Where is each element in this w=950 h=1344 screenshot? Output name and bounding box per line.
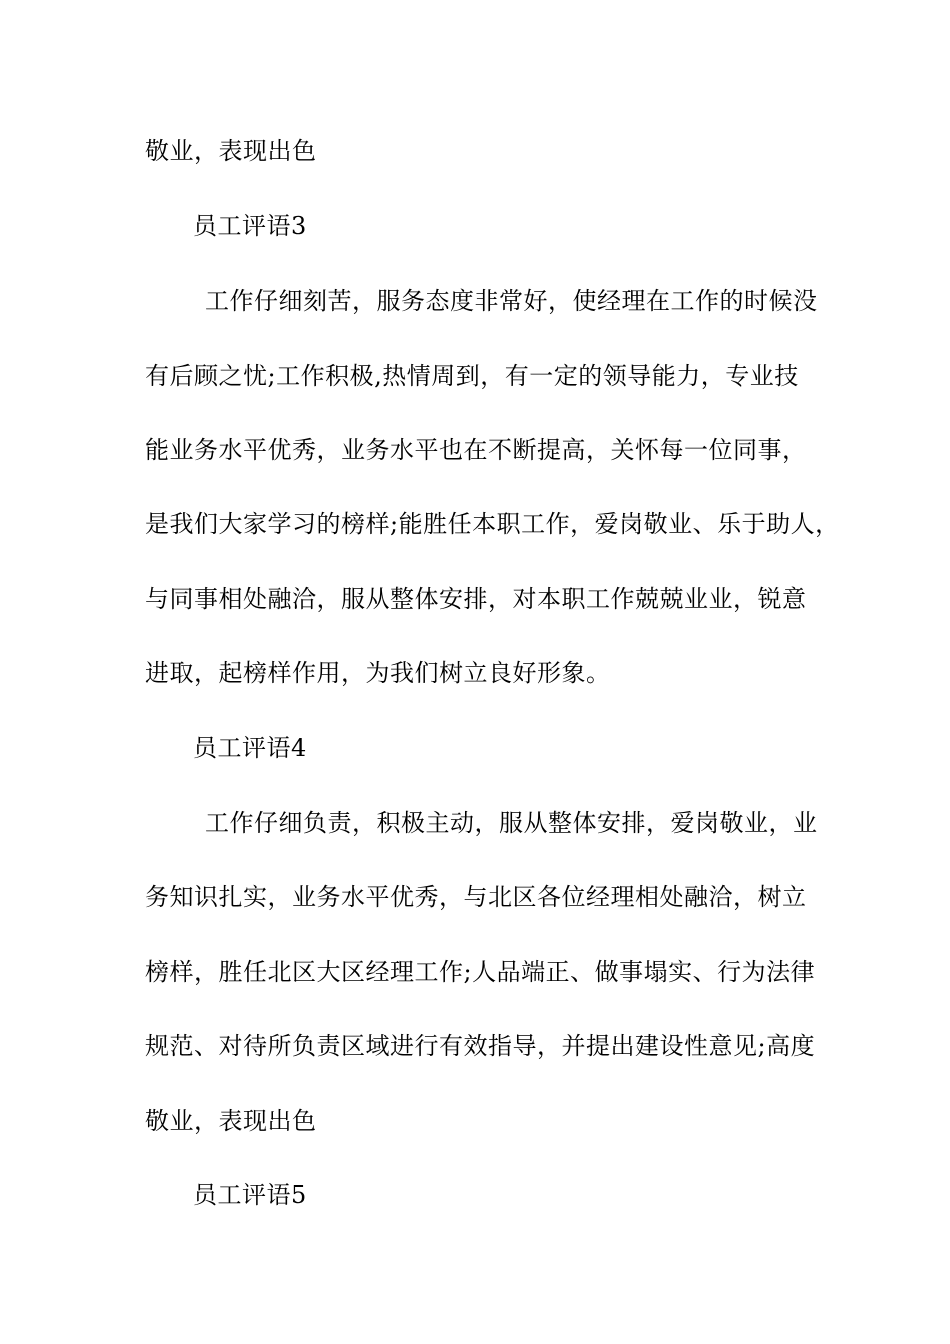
paragraph-line: 能业务水平优秀，业务水平也在不断提高，关怀每一位同事， (145, 436, 807, 464)
paragraph-line: 规范、对待所负责区域进行有效指导，并提出建设性意见;高度 (145, 1032, 816, 1060)
paragraph-line: 工作仔细刻苦，服务态度非常好，使经理在工作的时候没 (205, 287, 818, 315)
section-heading: 员工评语5 (193, 1181, 307, 1209)
section-heading: 员工评语4 (193, 734, 307, 762)
paragraph-line: 有后顾之忧;工作积极,热情周到，有一定的领导能力，专业技 (145, 362, 799, 390)
paragraph-line: 敬业，表现出色 (145, 137, 317, 165)
paragraph-line: 进取，起榜样作用，为我们树立良好形象。 (145, 659, 611, 687)
section-heading: 员工评语3 (193, 212, 307, 240)
paragraph-line: 榜样，胜任北区大区经理工作;人品端正、做事塌实、行为法律 (145, 958, 816, 986)
paragraph-line: 工作仔细负责，积极主动，服从整体安排，爱岗敬业，业 (205, 809, 818, 837)
paragraph-line: 务知识扎实，业务水平优秀，与北区各位经理相处融洽，树立 (145, 883, 807, 911)
paragraph-line: 敬业，表现出色 (145, 1107, 317, 1135)
paragraph-line: 是我们大家学习的榜样;能胜任本职工作，爱岗敬业、乐于助人， (145, 510, 840, 538)
paragraph-line: 与同事相处融洽，服从整体安排，对本职工作兢兢业业，锐意 (145, 585, 807, 613)
